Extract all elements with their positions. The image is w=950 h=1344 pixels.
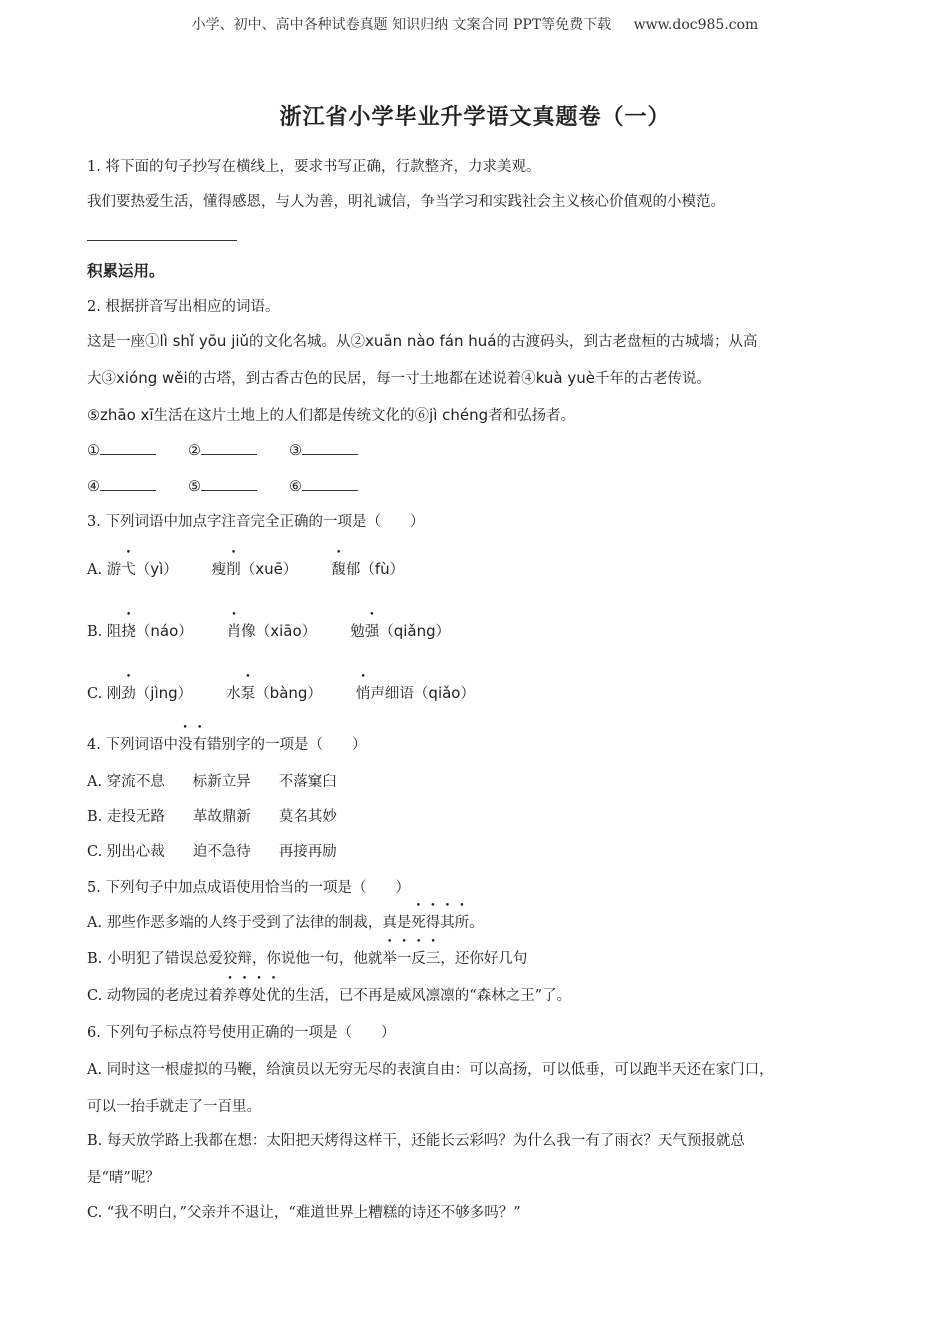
q2-blanks-row1: ① ② ③	[87, 440, 390, 459]
q4-prompt: 4. 下列词语中没有错别字的一项是（ ）	[87, 733, 366, 754]
emphasis-dot-char: 养	[222, 988, 238, 1004]
emphasis-dot-char: 有	[192, 737, 207, 753]
q6-option-a-line1[interactable]: A. 同时这一根虚拟的马鞭，给演员以无穷无尽的表演自由：可以高扬，可以低垂，可以跑半天还在家门口，	[87, 1062, 774, 1078]
page-title: 浙江省小学毕业升学语文真题卷（一）	[279, 104, 671, 130]
emphasis-dot-char: 举	[382, 951, 397, 967]
emphasis-dot-char: 反	[411, 951, 426, 967]
q2-passage-line1: 这是一座①lì shǐ yōu jiǔ的文化名城。从②xuān nào fán huá的古渡码头，到古老盘桓的古城墙；从高	[87, 332, 758, 350]
q5-option-a[interactable]: A. 那些作恶多端的人终于受到了法律的制裁，真是死得其所。	[87, 911, 484, 932]
section-heading: 积累运用。	[87, 261, 165, 280]
emphasis-dot-char: 馥	[331, 562, 346, 578]
pinyin: zhāo xī	[100, 406, 154, 424]
answer-blank[interactable]	[302, 440, 358, 455]
q4-option-a[interactable]: A. 穿流不息 标新立异 不落窠臼	[87, 774, 337, 790]
q6-option-b-line2[interactable]: 是“晴”呢？	[87, 1170, 160, 1186]
answer-blank[interactable]	[201, 476, 257, 491]
emphasis-dot-char: 所	[454, 915, 470, 931]
q6-prompt: 6. 下列句子标点符号使用正确的一项是（ ）	[87, 1025, 396, 1041]
q3-option-c[interactable]: C. 刚劲（jìng） 水泵（bàng） 悄声细语（qiǎo）	[87, 684, 475, 702]
emphasis-dot-char: 挠	[121, 624, 136, 640]
pinyin: lì shǐ yōu jiǔ	[159, 332, 250, 350]
q5-option-b[interactable]: B. 小明犯了错误总爱狡辩，你说他一句，他就举一反三，还你好几句	[87, 947, 527, 968]
q6-option-b-line1[interactable]: B. 每天放学路上我都在想：太阳把天烤得这样干，还能长云彩吗？为什么我一有了雨衣？天气预报就总	[87, 1133, 745, 1149]
answer-blank[interactable]	[100, 440, 156, 455]
page-header	[0, 14, 950, 34]
answer-blank[interactable]	[302, 476, 358, 491]
emphasis-dot-char: 优	[266, 988, 281, 1004]
q2-passage-line2: 大③xióng wěi的古塔，到古香古色的民居，每一寸土地都在述说着④kuà yuè千年的古老传说。	[87, 369, 711, 387]
q5-prompt: 5. 下列句子中加点成语使用恰当的一项是（ ）	[87, 880, 410, 896]
q4-option-c[interactable]: C. 别出心裁 迫不急待 再接再励	[87, 844, 337, 860]
pinyin: kuà yuè	[535, 369, 595, 387]
emphasis-dot-char: 尊	[237, 988, 252, 1004]
pinyin: jì chéng	[429, 406, 489, 424]
answer-blank[interactable]	[201, 440, 257, 455]
q6-option-a-line2[interactable]: 可以一抬手就走了一百里。	[87, 1099, 261, 1115]
pinyin: xuān nào fán huá	[365, 332, 497, 350]
q3-prompt: 3. 下列词语中加点字注音完全正确的一项是（ ）	[87, 514, 425, 530]
emphasis-dot-char: 削	[226, 562, 241, 578]
emphasis-dot-char: 强	[364, 624, 380, 640]
answer-blank[interactable]	[100, 476, 156, 491]
emphasis-dot-char: 肖	[226, 624, 242, 640]
emphasis-dot-char: 劲	[121, 686, 136, 702]
q4-option-b[interactable]: B. 走投无路 革故鼎新 莫名其妙	[87, 809, 337, 825]
emphasis-dot-char: 泵	[240, 686, 256, 702]
header-url[interactable]: www.doc985.com	[633, 17, 759, 33]
emphasis-dot-char: 一	[396, 951, 412, 967]
q5-option-c[interactable]: C. 动物园的老虎过着养尊处优的生活，已不再是威风凛凛的“森林之王”了。	[87, 984, 571, 1005]
q2-passage-line3: ⑤zhāo xī生活在这片土地上的人们都是传统文化的⑥jì chéng者和弘扬者。	[87, 406, 576, 424]
q3-option-b[interactable]: B. 阻挠（náo） 肖像（xiāo） 勉强（qiǎng）	[87, 622, 451, 640]
emphasis-dot-char: 得	[425, 915, 441, 931]
q1-sentence: 我们要热爱生活，懂得感恩，与人为善，明礼诚信，争当学习和实践社会主义核心价值观的小模范。	[87, 194, 725, 210]
emphasis-dot-char: 其	[440, 915, 455, 931]
emphasis-dot-char: 三	[425, 951, 441, 967]
emphasis-dot-char: 处	[251, 988, 267, 1004]
q1-prompt: 1. 将下面的句子抄写在横线上，要求书写正确，行款整齐，力求美观。	[87, 159, 541, 175]
pinyin: xióng wěi	[116, 369, 188, 387]
q3-option-a[interactable]: A. 游弋（yì） 瘦削（xuē） 馥郁（fù）	[87, 560, 405, 578]
emphasis-dot-char: 死	[411, 915, 426, 931]
emphasis-dot-char: 没	[177, 737, 193, 753]
q2-prompt: 2. 根据拼音写出相应的词语。	[87, 299, 280, 315]
q6-option-c[interactable]: C. “我不明白，”父亲并不退让，“难道世界上糟糕的诗还不够多吗？”	[87, 1205, 521, 1221]
q2-blanks-row2: ④ ⑤ ⑥	[87, 476, 390, 495]
emphasis-dot-char: 悄	[355, 686, 371, 702]
emphasis-dot-char: 弋	[121, 562, 136, 578]
header-text: 小学、初中、高中各种试卷真题 知识归纳 文案合同 PPT等免费下载	[191, 17, 612, 33]
q1-answer-line[interactable]	[87, 240, 237, 241]
